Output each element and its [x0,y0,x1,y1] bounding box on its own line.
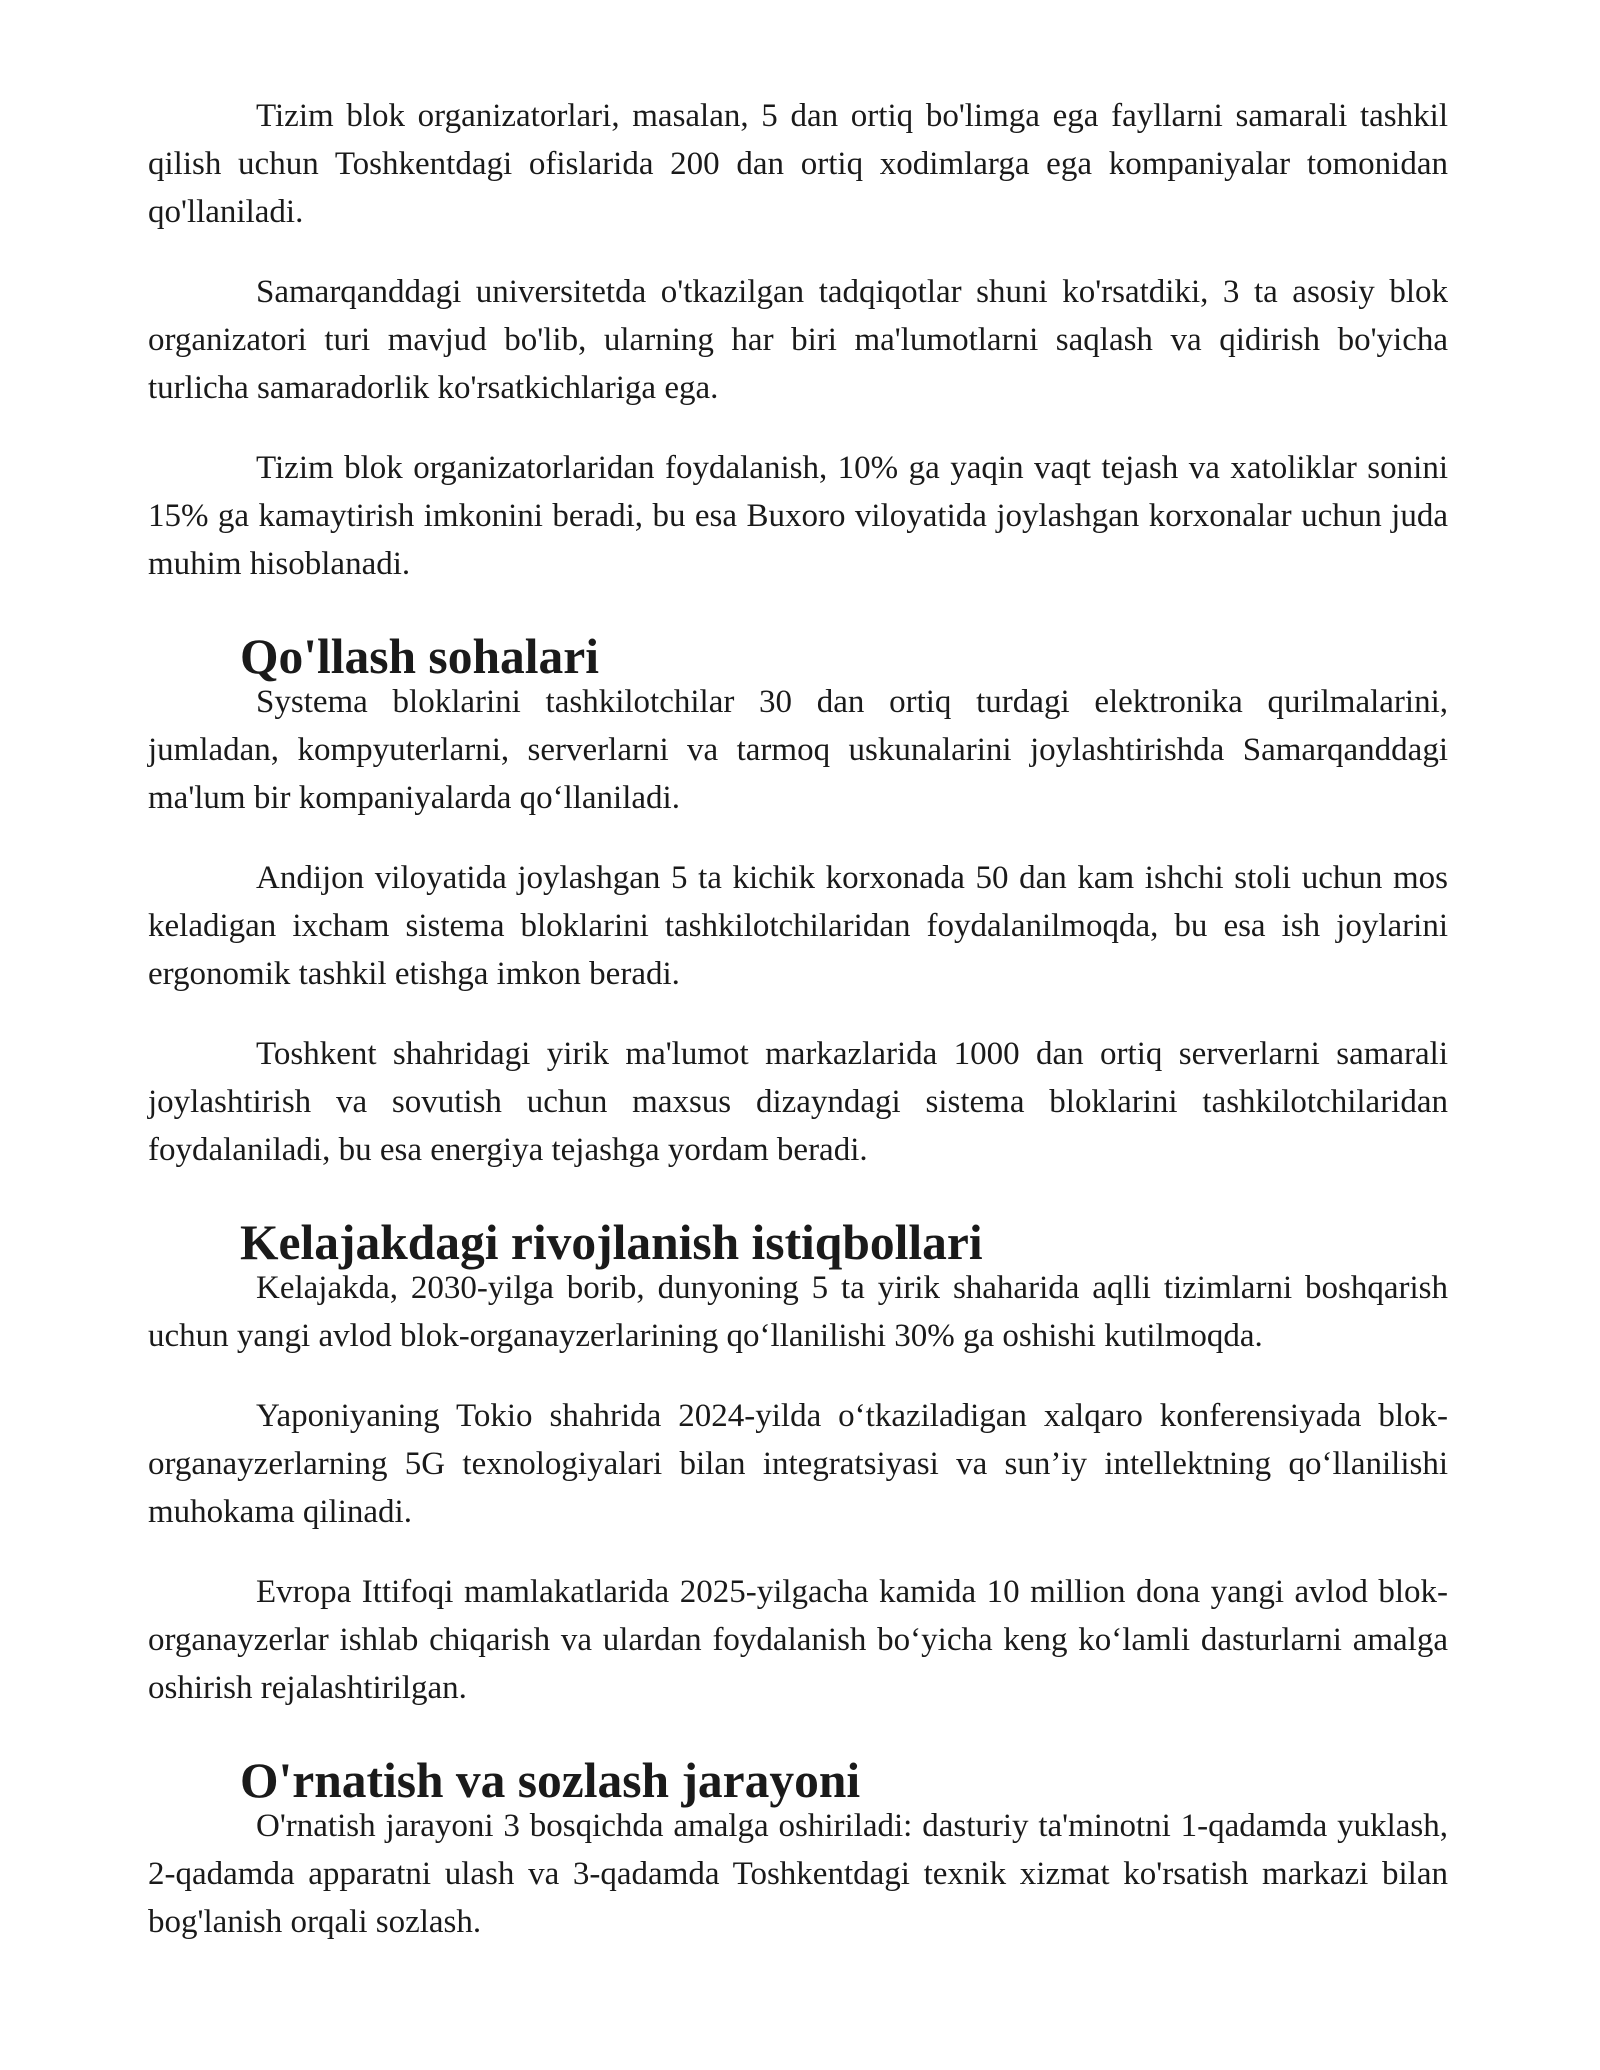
future-paragraph-3: Evropa Ittifoqi mamlakatlarida 2025-yilgacha kamida 10 million dona yangi avlod blok-organayzerlar ishlab chiqarish va ulardan foydalanish bo‘yicha keng ko‘lamli dasturlarni amalga oshirish rejalashtirilgan. [148,1574,1448,1706]
section-heading-installation: O'rnatish va sozlash jarayoni [240,1753,861,1808]
intro-paragraph-1: Tizim blok organizatorlari, masalan, 5 dan ortiq bo'limga ega fayllarni samarali tashkil qilish uchun Toshkentdagi ofislarida 200 dan ortiq xodimlarga ega kompaniyalar tomonidan qo'llaniladi. [148,98,1448,230]
applications-paragraph-3: Toshkent shahridagi yirik ma'lumot markazlarida 1000 dan ortiq serverlarni samarali joylashtirish va sovutish uchun maxsus dizayndagi sistema bloklarini tashkilotchilaridan foydalaniladi, bu esa energiya tejashga yordam beradi. [148,1036,1448,1168]
future-paragraph-2: Yaponiyaning Tokio shahrida 2024-yilda o‘tkaziladigan xalqaro konferensiyada blok-organayzerlarning 5G texnologiyalari bilan integratsiyasi va sun’iy intellektning qo‘llanilishi muhokama qilinadi. [148,1398,1448,1530]
document-page [148,92,1448,1946]
section-heading-applications: Qo'llash sohalari [240,629,599,684]
future-paragraph-1: Kelajakda, 2030-yilga borib, dunyoning 5 ta yirik shaharida aqlli tizimlarni boshqarish uchun yangi avlod blok-organayzerlarining qo‘llanilishi 30% ga oshishi kutilmoqda. [148,1270,1448,1354]
section-heading-future: Kelajakdagi rivojlanish istiqbollari [240,1215,983,1270]
installation-paragraph-1: O'rnatish jarayoni 3 bosqichda amalga oshiriladi: dasturiy ta'minotni 1-qadamda yuklash, 2-qadamda apparatni ulash va 3-qadamda Toshkentdagi texnik xizmat ko'rsatish markazi bilan bog'lanish orqali sozlash. [148,1808,1448,1940]
intro-paragraph-3: Tizim blok organizatorlaridan foydalanish, 10% ga yaqin vaqt tejash va xatoliklar sonini 15% ga kamaytirish imkonini beradi, bu esa Buxoro viloyatida joylashgan korxonalar uchun juda muhim hisoblanadi. [148,450,1448,582]
applications-paragraph-2: Andijon viloyatida joylashgan 5 ta kichik korxonada 50 dan kam ishchi stoli uchun mos keladigan ixcham sistema bloklarini tashkilotchilaridan foydalanilmoqda, bu esa ish joylarini ergonomik tashkil etishga imkon beradi. [148,860,1448,992]
intro-paragraph-2: Samarqanddagi universitetda o'tkazilgan tadqiqotlar shuni ko'rsatdiki, 3 ta asosiy blok organizatori turi mavjud bo'lib, ularning har biri ma'lumotlarni saqlash va qidirish bo'yicha turlicha samaradorlik ko'rsatkichlariga ega. [148,274,1448,406]
applications-paragraph-1: Systema bloklarini tashkilotchilar 30 dan ortiq turdagi elektronika qurilmalarini, jumladan, kompyuterlarni, serverlarni va tarmoq uskunalarini joylashtirishda Samarqanddagi ma'lum bir kompaniyalarda qo‘llaniladi. [148,684,1448,816]
